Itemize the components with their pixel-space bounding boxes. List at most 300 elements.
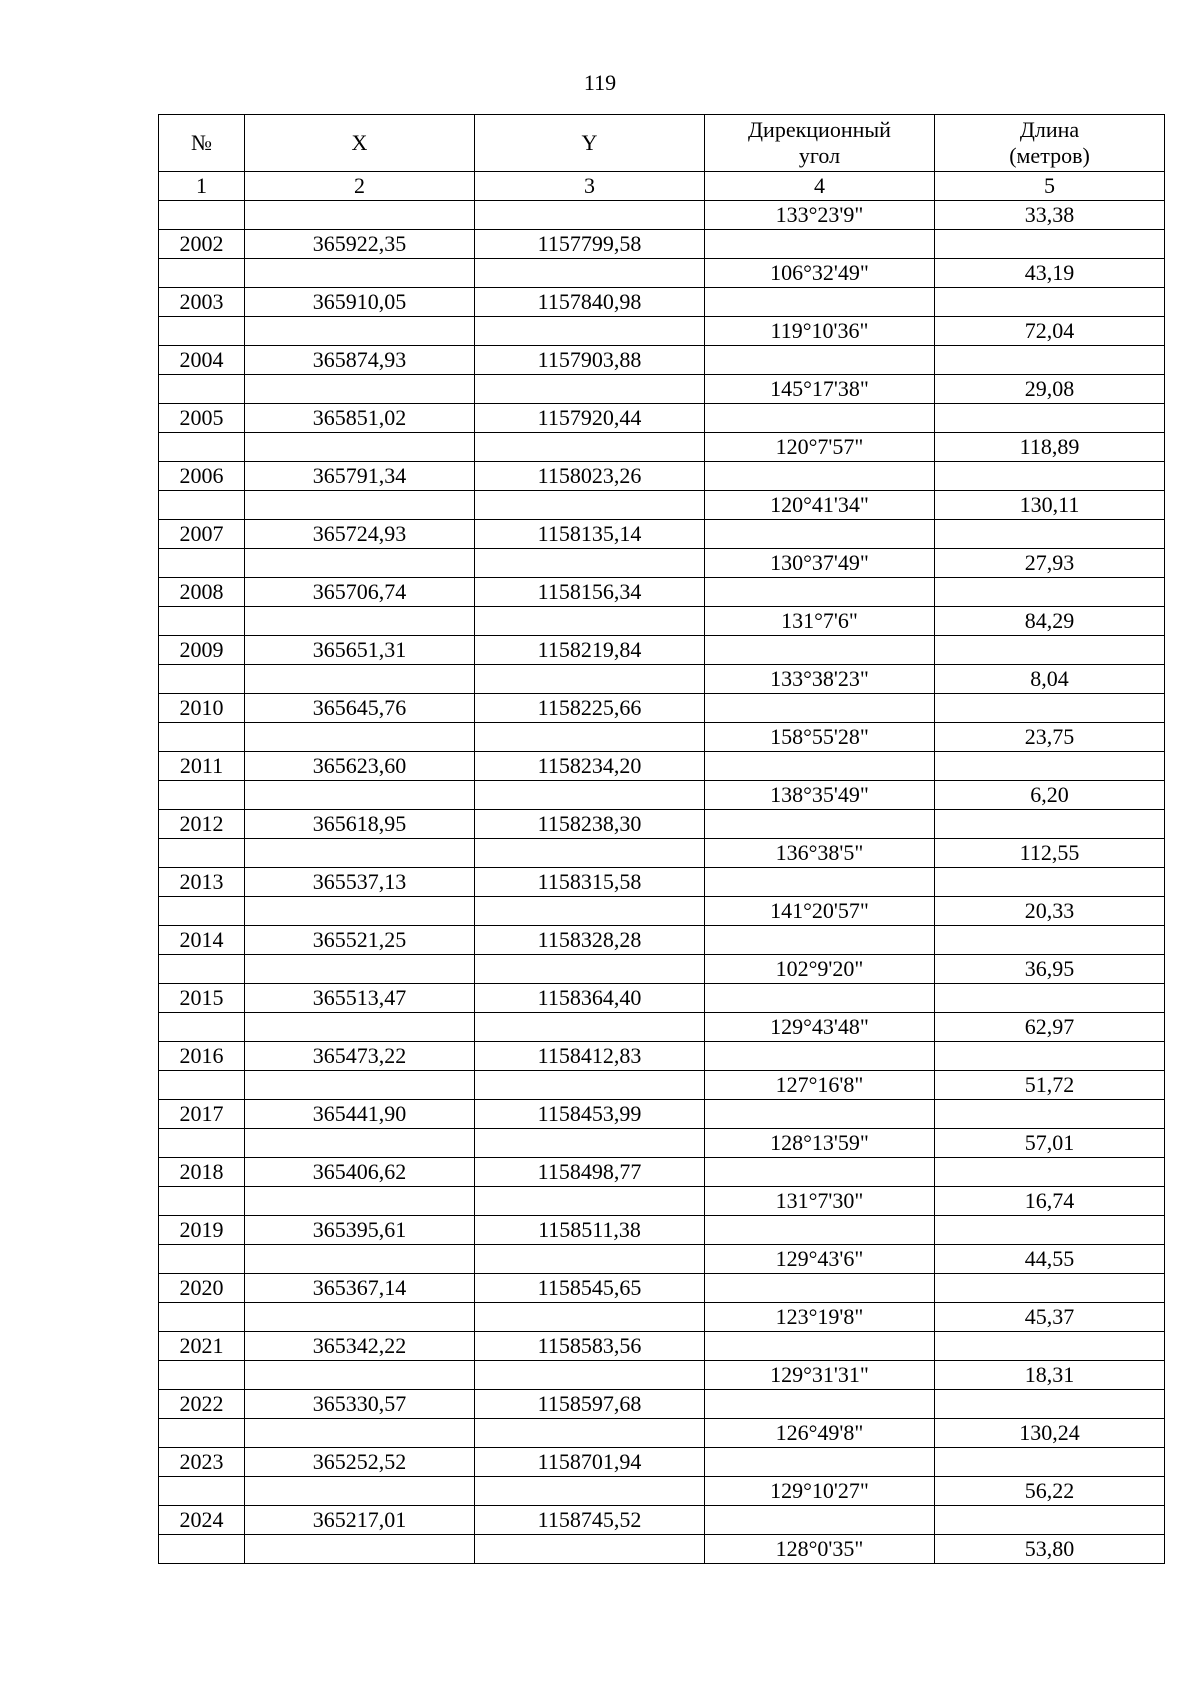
cell-y: 1158135,14 bbox=[475, 520, 705, 549]
cell-point-number bbox=[159, 897, 245, 926]
cell-y: 1157799,58 bbox=[475, 230, 705, 259]
cell-point-number: 2022 bbox=[159, 1390, 245, 1419]
cell-y: 1158219,84 bbox=[475, 636, 705, 665]
cell-direction-angle bbox=[705, 1216, 935, 1245]
cell-length bbox=[935, 868, 1165, 897]
table-row bbox=[159, 1506, 1165, 1535]
cell-direction-angle: 138°35'49" bbox=[705, 781, 935, 810]
cell-point-number: 2014 bbox=[159, 926, 245, 955]
cell-direction-angle: 129°10'27" bbox=[705, 1477, 935, 1506]
cell-x: 365342,22 bbox=[245, 1332, 475, 1361]
table-row bbox=[159, 781, 1165, 810]
column-number: 2 bbox=[245, 172, 475, 201]
cell-length bbox=[935, 1332, 1165, 1361]
cell-direction-angle bbox=[705, 1158, 935, 1187]
cell-x bbox=[245, 781, 475, 810]
cell-length bbox=[935, 288, 1165, 317]
table-row bbox=[159, 1332, 1165, 1361]
cell-y: 1158225,66 bbox=[475, 694, 705, 723]
cell-y: 1158156,34 bbox=[475, 578, 705, 607]
cell-x bbox=[245, 1013, 475, 1042]
cell-y bbox=[475, 1361, 705, 1390]
cell-y bbox=[475, 491, 705, 520]
cell-direction-angle: 126°49'8" bbox=[705, 1419, 935, 1448]
cell-direction-angle: 136°38'5" bbox=[705, 839, 935, 868]
header-x: X bbox=[245, 115, 475, 172]
table-row bbox=[159, 636, 1165, 665]
table-row bbox=[159, 288, 1165, 317]
cell-length: 118,89 bbox=[935, 433, 1165, 462]
table-row bbox=[159, 1129, 1165, 1158]
cell-point-number bbox=[159, 1071, 245, 1100]
cell-direction-angle bbox=[705, 578, 935, 607]
cell-length bbox=[935, 1274, 1165, 1303]
cell-y bbox=[475, 1245, 705, 1274]
cell-y: 1158023,26 bbox=[475, 462, 705, 491]
table-row bbox=[159, 839, 1165, 868]
cell-direction-angle: 120°41'34" bbox=[705, 491, 935, 520]
table-row bbox=[159, 1390, 1165, 1419]
table-row bbox=[159, 491, 1165, 520]
cell-x: 365623,60 bbox=[245, 752, 475, 781]
cell-direction-angle: 131°7'6" bbox=[705, 607, 935, 636]
table-row bbox=[159, 375, 1165, 404]
cell-direction-angle: 123°19'8" bbox=[705, 1303, 935, 1332]
column-number-row bbox=[159, 172, 1165, 201]
cell-length: 29,08 bbox=[935, 375, 1165, 404]
coordinates-table bbox=[158, 114, 1165, 1564]
cell-point-number: 2019 bbox=[159, 1216, 245, 1245]
cell-y bbox=[475, 1129, 705, 1158]
cell-point-number: 2005 bbox=[159, 404, 245, 433]
cell-y bbox=[475, 317, 705, 346]
header-angle-line1: Дирекционный bbox=[748, 117, 891, 142]
cell-y bbox=[475, 1419, 705, 1448]
header-length-line2: (метров) bbox=[1009, 143, 1090, 168]
cell-direction-angle: 158°55'28" bbox=[705, 723, 935, 752]
table-row bbox=[159, 665, 1165, 694]
page-number: 119 bbox=[583, 70, 617, 95]
cell-y: 1158745,52 bbox=[475, 1506, 705, 1535]
cell-length: 43,19 bbox=[935, 259, 1165, 288]
cell-length: 20,33 bbox=[935, 897, 1165, 926]
cell-direction-angle: 133°23'9" bbox=[705, 201, 935, 230]
cell-point-number: 2024 bbox=[159, 1506, 245, 1535]
cell-point-number: 2004 bbox=[159, 346, 245, 375]
cell-y: 1158597,68 bbox=[475, 1390, 705, 1419]
cell-y: 1158364,40 bbox=[475, 984, 705, 1013]
cell-point-number: 2011 bbox=[159, 752, 245, 781]
table-row bbox=[159, 549, 1165, 578]
cell-point-number: 2012 bbox=[159, 810, 245, 839]
table-row bbox=[159, 694, 1165, 723]
cell-point-number: 2020 bbox=[159, 1274, 245, 1303]
cell-point-number bbox=[159, 1013, 245, 1042]
header-angle-line2: угол bbox=[798, 143, 841, 168]
cell-length bbox=[935, 1506, 1165, 1535]
cell-x bbox=[245, 201, 475, 230]
column-number: 5 bbox=[935, 172, 1165, 201]
cell-x: 365851,02 bbox=[245, 404, 475, 433]
cell-x bbox=[245, 317, 475, 346]
cell-x bbox=[245, 665, 475, 694]
table-row bbox=[159, 1216, 1165, 1245]
cell-length: 18,31 bbox=[935, 1361, 1165, 1390]
cell-length: 23,75 bbox=[935, 723, 1165, 752]
cell-point-number bbox=[159, 317, 245, 346]
cell-y: 1158583,56 bbox=[475, 1332, 705, 1361]
cell-y bbox=[475, 955, 705, 984]
table-row bbox=[159, 1042, 1165, 1071]
cell-length: 56,22 bbox=[935, 1477, 1165, 1506]
cell-direction-angle bbox=[705, 810, 935, 839]
table-row bbox=[159, 201, 1165, 230]
cell-point-number bbox=[159, 1361, 245, 1390]
cell-point-number: 2009 bbox=[159, 636, 245, 665]
cell-x: 365367,14 bbox=[245, 1274, 475, 1303]
table-row bbox=[159, 1448, 1165, 1477]
cell-direction-angle bbox=[705, 1390, 935, 1419]
cell-point-number: 2021 bbox=[159, 1332, 245, 1361]
cell-direction-angle bbox=[705, 636, 935, 665]
cell-point-number bbox=[159, 665, 245, 694]
cell-x bbox=[245, 1535, 475, 1564]
cell-direction-angle bbox=[705, 1042, 935, 1071]
cell-y bbox=[475, 1187, 705, 1216]
cell-direction-angle bbox=[705, 520, 935, 549]
cell-point-number: 2017 bbox=[159, 1100, 245, 1129]
cell-point-number bbox=[159, 375, 245, 404]
cell-length: 57,01 bbox=[935, 1129, 1165, 1158]
cell-y bbox=[475, 607, 705, 636]
cell-y: 1157903,88 bbox=[475, 346, 705, 375]
cell-length bbox=[935, 1448, 1165, 1477]
header-angle bbox=[705, 115, 935, 172]
cell-x: 365513,47 bbox=[245, 984, 475, 1013]
cell-length: 84,29 bbox=[935, 607, 1165, 636]
cell-y bbox=[475, 1477, 705, 1506]
cell-length bbox=[935, 404, 1165, 433]
header-row bbox=[159, 115, 1165, 172]
cell-x: 365706,74 bbox=[245, 578, 475, 607]
cell-direction-angle: 102°9'20" bbox=[705, 955, 935, 984]
cell-length: 6,20 bbox=[935, 781, 1165, 810]
cell-x: 365252,52 bbox=[245, 1448, 475, 1477]
cell-direction-angle: 129°31'31" bbox=[705, 1361, 935, 1390]
table-row bbox=[159, 1477, 1165, 1506]
cell-point-number: 2015 bbox=[159, 984, 245, 1013]
cell-y: 1158234,20 bbox=[475, 752, 705, 781]
cell-length bbox=[935, 984, 1165, 1013]
cell-direction-angle: 131°7'30" bbox=[705, 1187, 935, 1216]
cell-length: 51,72 bbox=[935, 1071, 1165, 1100]
cell-point-number bbox=[159, 723, 245, 752]
cell-direction-angle: 119°10'36" bbox=[705, 317, 935, 346]
cell-x bbox=[245, 1361, 475, 1390]
table-row bbox=[159, 1535, 1165, 1564]
table-row bbox=[159, 1274, 1165, 1303]
header-length bbox=[935, 115, 1165, 172]
table-row bbox=[159, 955, 1165, 984]
cell-direction-angle: 129°43'6" bbox=[705, 1245, 935, 1274]
table-row bbox=[159, 984, 1165, 1013]
cell-x bbox=[245, 1187, 475, 1216]
table-row bbox=[159, 810, 1165, 839]
cell-x bbox=[245, 1303, 475, 1332]
table-row bbox=[159, 1100, 1165, 1129]
cell-y: 1158453,99 bbox=[475, 1100, 705, 1129]
cell-direction-angle bbox=[705, 752, 935, 781]
cell-y: 1157840,98 bbox=[475, 288, 705, 317]
cell-x: 365874,93 bbox=[245, 346, 475, 375]
cell-length bbox=[935, 926, 1165, 955]
cell-y: 1158511,38 bbox=[475, 1216, 705, 1245]
cell-y bbox=[475, 1013, 705, 1042]
cell-point-number: 2002 bbox=[159, 230, 245, 259]
cell-y: 1158328,28 bbox=[475, 926, 705, 955]
header-length-line1: Длина bbox=[1019, 117, 1080, 142]
cell-y: 1157920,44 bbox=[475, 404, 705, 433]
cell-direction-angle bbox=[705, 462, 935, 491]
cell-point-number: 2018 bbox=[159, 1158, 245, 1187]
cell-x bbox=[245, 723, 475, 752]
cell-x bbox=[245, 491, 475, 520]
cell-direction-angle bbox=[705, 404, 935, 433]
cell-direction-angle bbox=[705, 1100, 935, 1129]
cell-length bbox=[935, 578, 1165, 607]
cell-point-number: 2003 bbox=[159, 288, 245, 317]
cell-direction-angle: 106°32'49" bbox=[705, 259, 935, 288]
table-row bbox=[159, 1013, 1165, 1042]
cell-point-number: 2013 bbox=[159, 868, 245, 897]
cell-y bbox=[475, 201, 705, 230]
cell-point-number bbox=[159, 1419, 245, 1448]
cell-length bbox=[935, 1158, 1165, 1187]
cell-y bbox=[475, 259, 705, 288]
table-row bbox=[159, 462, 1165, 491]
cell-direction-angle bbox=[705, 926, 935, 955]
cell-x bbox=[245, 549, 475, 578]
cell-direction-angle bbox=[705, 1506, 935, 1535]
cell-point-number: 2006 bbox=[159, 462, 245, 491]
cell-length: 72,04 bbox=[935, 317, 1165, 346]
cell-x bbox=[245, 839, 475, 868]
cell-length bbox=[935, 752, 1165, 781]
table-row bbox=[159, 1245, 1165, 1274]
cell-y: 1158701,94 bbox=[475, 1448, 705, 1477]
cell-x: 365521,25 bbox=[245, 926, 475, 955]
cell-y: 1158498,77 bbox=[475, 1158, 705, 1187]
cell-x bbox=[245, 607, 475, 636]
cell-point-number bbox=[159, 1303, 245, 1332]
cell-x bbox=[245, 1129, 475, 1158]
cell-point-number bbox=[159, 1129, 245, 1158]
cell-direction-angle bbox=[705, 1274, 935, 1303]
cell-x bbox=[245, 433, 475, 462]
cell-length bbox=[935, 1216, 1165, 1245]
cell-y bbox=[475, 665, 705, 694]
cell-point-number: 2008 bbox=[159, 578, 245, 607]
cell-y: 1158545,65 bbox=[475, 1274, 705, 1303]
cell-point-number bbox=[159, 259, 245, 288]
table-row bbox=[159, 346, 1165, 375]
table-row bbox=[159, 230, 1165, 259]
table-row bbox=[159, 317, 1165, 346]
cell-point-number bbox=[159, 491, 245, 520]
cell-point-number bbox=[159, 1477, 245, 1506]
table-row bbox=[159, 404, 1165, 433]
cell-x bbox=[245, 1245, 475, 1274]
cell-y bbox=[475, 839, 705, 868]
cell-x: 365618,95 bbox=[245, 810, 475, 839]
cell-length bbox=[935, 346, 1165, 375]
cell-direction-angle bbox=[705, 230, 935, 259]
cell-direction-angle bbox=[705, 288, 935, 317]
cell-direction-angle: 133°38'23" bbox=[705, 665, 935, 694]
table-row bbox=[159, 723, 1165, 752]
cell-length bbox=[935, 1390, 1165, 1419]
cell-direction-angle: 127°16'8" bbox=[705, 1071, 935, 1100]
cell-direction-angle bbox=[705, 694, 935, 723]
table-row bbox=[159, 259, 1165, 288]
cell-point-number bbox=[159, 1187, 245, 1216]
cell-length: 16,74 bbox=[935, 1187, 1165, 1216]
cell-point-number bbox=[159, 607, 245, 636]
cell-length bbox=[935, 810, 1165, 839]
table-row bbox=[159, 897, 1165, 926]
cell-direction-angle: 128°13'59" bbox=[705, 1129, 935, 1158]
table-row bbox=[159, 1303, 1165, 1332]
cell-point-number bbox=[159, 781, 245, 810]
cell-point-number bbox=[159, 201, 245, 230]
table-row bbox=[159, 752, 1165, 781]
column-number: 4 bbox=[705, 172, 935, 201]
cell-x bbox=[245, 897, 475, 926]
table-body bbox=[159, 201, 1165, 1564]
cell-point-number: 2007 bbox=[159, 520, 245, 549]
cell-point-number bbox=[159, 1535, 245, 1564]
cell-length: 33,38 bbox=[935, 201, 1165, 230]
cell-length: 112,55 bbox=[935, 839, 1165, 868]
cell-direction-angle: 130°37'49" bbox=[705, 549, 935, 578]
column-number: 3 bbox=[475, 172, 705, 201]
cell-x: 365441,90 bbox=[245, 1100, 475, 1129]
table-row bbox=[159, 1071, 1165, 1100]
cell-x: 365922,35 bbox=[245, 230, 475, 259]
cell-direction-angle bbox=[705, 868, 935, 897]
cell-point-number bbox=[159, 1245, 245, 1274]
cell-y bbox=[475, 1303, 705, 1332]
cell-length: 36,95 bbox=[935, 955, 1165, 984]
cell-length bbox=[935, 694, 1165, 723]
cell-x: 365645,76 bbox=[245, 694, 475, 723]
cell-length bbox=[935, 1042, 1165, 1071]
cell-direction-angle bbox=[705, 1448, 935, 1477]
cell-y bbox=[475, 1071, 705, 1100]
cell-y bbox=[475, 723, 705, 752]
cell-x: 365330,57 bbox=[245, 1390, 475, 1419]
cell-y bbox=[475, 433, 705, 462]
table-row bbox=[159, 433, 1165, 462]
table-row bbox=[159, 607, 1165, 636]
cell-x bbox=[245, 259, 475, 288]
cell-length: 130,11 bbox=[935, 491, 1165, 520]
cell-point-number bbox=[159, 839, 245, 868]
table-row bbox=[159, 1187, 1165, 1216]
cell-x: 365910,05 bbox=[245, 288, 475, 317]
table-row bbox=[159, 1419, 1165, 1448]
table-row bbox=[159, 578, 1165, 607]
cell-direction-angle: 120°7'57" bbox=[705, 433, 935, 462]
table-row bbox=[159, 1158, 1165, 1187]
cell-length bbox=[935, 1100, 1165, 1129]
cell-x bbox=[245, 1477, 475, 1506]
cell-x bbox=[245, 1071, 475, 1100]
cell-length: 45,37 bbox=[935, 1303, 1165, 1332]
cell-point-number bbox=[159, 955, 245, 984]
cell-x: 365473,22 bbox=[245, 1042, 475, 1071]
cell-x: 365217,01 bbox=[245, 1506, 475, 1535]
column-number: 1 bbox=[159, 172, 245, 201]
cell-direction-angle bbox=[705, 1332, 935, 1361]
cell-direction-angle bbox=[705, 346, 935, 375]
cell-x: 365651,31 bbox=[245, 636, 475, 665]
cell-length: 8,04 bbox=[935, 665, 1165, 694]
cell-y bbox=[475, 375, 705, 404]
cell-x: 365395,61 bbox=[245, 1216, 475, 1245]
cell-y bbox=[475, 781, 705, 810]
cell-y: 1158315,58 bbox=[475, 868, 705, 897]
cell-length bbox=[935, 636, 1165, 665]
cell-x bbox=[245, 1419, 475, 1448]
cell-point-number: 2023 bbox=[159, 1448, 245, 1477]
cell-y bbox=[475, 897, 705, 926]
cell-point-number bbox=[159, 433, 245, 462]
cell-y: 1158238,30 bbox=[475, 810, 705, 839]
cell-direction-angle: 129°43'48" bbox=[705, 1013, 935, 1042]
cell-length: 130,24 bbox=[935, 1419, 1165, 1448]
cell-point-number bbox=[159, 549, 245, 578]
cell-direction-angle: 141°20'57" bbox=[705, 897, 935, 926]
table-row bbox=[159, 926, 1165, 955]
cell-y bbox=[475, 1535, 705, 1564]
cell-length bbox=[935, 230, 1165, 259]
cell-x: 365406,62 bbox=[245, 1158, 475, 1187]
cell-x: 365724,93 bbox=[245, 520, 475, 549]
cell-direction-angle bbox=[705, 984, 935, 1013]
table-row bbox=[159, 520, 1165, 549]
cell-y bbox=[475, 549, 705, 578]
cell-point-number: 2010 bbox=[159, 694, 245, 723]
cell-direction-angle: 128°0'35" bbox=[705, 1535, 935, 1564]
cell-direction-angle: 145°17'38" bbox=[705, 375, 935, 404]
cell-length: 27,93 bbox=[935, 549, 1165, 578]
cell-x: 365791,34 bbox=[245, 462, 475, 491]
cell-x: 365537,13 bbox=[245, 868, 475, 897]
cell-length: 62,97 bbox=[935, 1013, 1165, 1042]
table-row bbox=[159, 868, 1165, 897]
cell-point-number: 2016 bbox=[159, 1042, 245, 1071]
cell-y: 1158412,83 bbox=[475, 1042, 705, 1071]
cell-length bbox=[935, 520, 1165, 549]
cell-length: 53,80 bbox=[935, 1535, 1165, 1564]
cell-length bbox=[935, 462, 1165, 491]
cell-x bbox=[245, 955, 475, 984]
cell-length: 44,55 bbox=[935, 1245, 1165, 1274]
table-row bbox=[159, 1361, 1165, 1390]
header-y: Y bbox=[475, 115, 705, 172]
cell-x bbox=[245, 375, 475, 404]
